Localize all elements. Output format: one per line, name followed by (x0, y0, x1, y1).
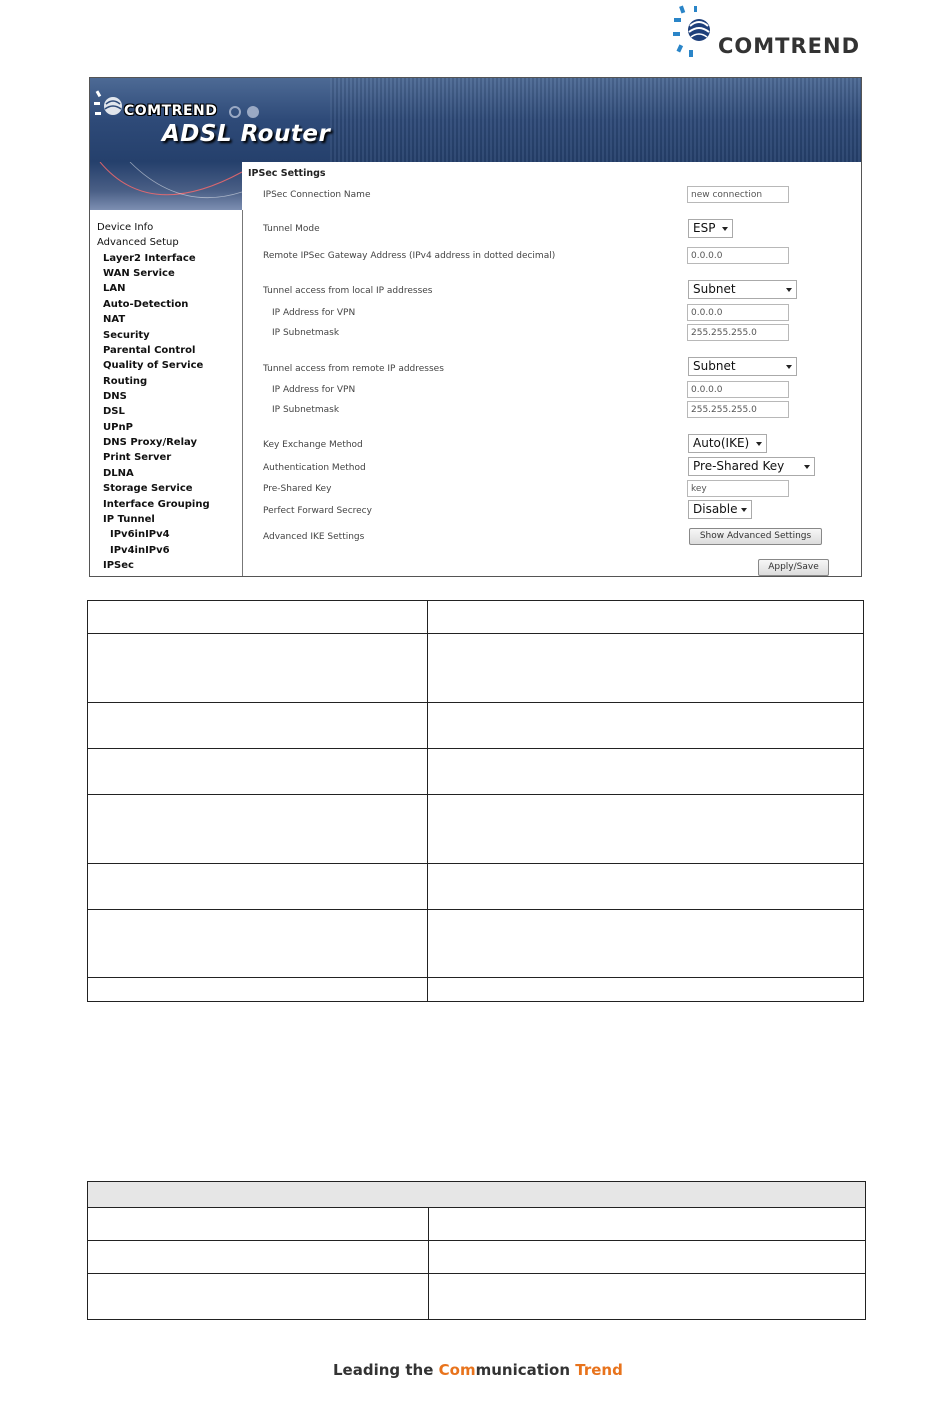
nav-parental-control[interactable]: Parental Control (103, 345, 196, 356)
remote-mask-input[interactable]: 255.255.255.0 (687, 401, 789, 418)
tunnel-mode-value: ESP (693, 221, 716, 235)
nav-dlna[interactable]: DLNA (103, 468, 134, 479)
nav-quality-of-service[interactable]: Quality of Service (103, 360, 204, 371)
table-header-row (88, 1182, 866, 1208)
nav-auto-detection[interactable]: Auto-Detection (103, 299, 189, 310)
nav-security[interactable]: Security (103, 330, 150, 341)
adv-ike-label: Advanced IKE Settings (263, 532, 365, 542)
sidebar-nav (90, 210, 243, 577)
auth-method-value: Pre-Shared Key (693, 459, 785, 473)
nav-layer2-interface[interactable]: Layer2 Interface (103, 253, 196, 264)
key-exchange-select[interactable] (688, 434, 767, 453)
pfs-label: Perfect Forward Secrecy (263, 506, 372, 516)
pfs-value: Disable (693, 502, 738, 516)
key-exchange-value: Auto(IKE) (693, 436, 750, 450)
section-title: IPSec Settings (248, 168, 326, 179)
local-access-value: Subnet (693, 282, 736, 296)
table-row (88, 1274, 866, 1320)
secondary-table (87, 1181, 866, 1320)
router-header (90, 78, 861, 162)
tagline-highlight: Com (438, 1361, 476, 1379)
nav-wan-service[interactable]: WAN Service (103, 268, 175, 279)
nav-storage-service[interactable]: Storage Service (103, 483, 193, 494)
table-row (88, 1208, 866, 1241)
local-mask-label: IP Subnetmask (272, 328, 340, 338)
comtrend-logo-text: COMTREND (718, 34, 861, 58)
ipsec-settings-panel (244, 162, 861, 577)
table-row (88, 795, 864, 864)
table-row (88, 864, 864, 910)
auth-method-select[interactable] (688, 457, 815, 476)
table-row (88, 1241, 866, 1274)
header-ring-icon (229, 106, 241, 118)
remote-gateway-label: Remote IPSec Gateway Address (IPv4 address in dotted decimal) (263, 251, 556, 261)
footer-tagline (333, 1361, 623, 1383)
tagline-part: munication (475, 1361, 576, 1379)
table-row (88, 749, 864, 795)
nav-device-info[interactable]: Device Info (97, 222, 154, 233)
chevron-down-icon (804, 465, 810, 469)
table-row (88, 978, 864, 1002)
auth-method-label: Authentication Method (263, 463, 366, 473)
local-mask-input[interactable]: 255.255.255.0 (687, 324, 789, 341)
remote-ip-input[interactable]: 0.0.0.0 (687, 381, 789, 398)
remote-access-select[interactable] (688, 357, 797, 376)
comtrend-logo (672, 4, 862, 58)
nav-lan[interactable]: LAN (103, 283, 126, 294)
local-ip-label: IP Address for VPN (272, 308, 356, 318)
nav-ip-tunnel[interactable]: IP Tunnel (103, 514, 155, 525)
connection-name-input[interactable]: new connection (687, 186, 789, 203)
psk-input[interactable]: key (687, 480, 789, 497)
comtrend-globe-icon (672, 4, 718, 58)
table-row (88, 601, 864, 634)
remote-access-label: Tunnel access from remote IP addresses (263, 364, 444, 374)
remote-ip-label: IP Address for VPN (272, 385, 356, 395)
chevron-down-icon (786, 288, 792, 292)
nav-dns[interactable]: DNS (103, 391, 127, 402)
local-access-select[interactable] (688, 280, 797, 299)
chevron-down-icon (756, 442, 762, 446)
chevron-down-icon (786, 365, 792, 369)
nav-interface-grouping[interactable]: Interface Grouping (103, 499, 210, 510)
nav-advanced-setup[interactable]: Advanced Setup (97, 237, 179, 248)
key-exchange-label: Key Exchange Method (263, 440, 363, 450)
tagline-part: Leading the (333, 1361, 439, 1379)
table-row (88, 910, 864, 978)
nav-dns-proxy-relay[interactable]: DNS Proxy/Relay (103, 437, 197, 448)
tunnel-mode-label: Tunnel Mode (263, 224, 320, 234)
header-dot-icon (247, 106, 259, 118)
chevron-down-icon (722, 227, 728, 231)
nav-dsl[interactable]: DSL (103, 406, 125, 417)
router-brand: COMTREND (124, 103, 218, 119)
connection-name-label: IPSec Connection Name (263, 190, 371, 200)
show-advanced-button[interactable]: Show Advanced Settings (689, 528, 822, 545)
tunnel-mode-select[interactable] (688, 219, 733, 238)
header-art (90, 162, 242, 210)
remote-access-value: Subnet (693, 359, 736, 373)
local-ip-input[interactable]: 0.0.0.0 (687, 304, 789, 321)
swoosh-graphic (90, 162, 242, 210)
header-stripes (330, 78, 861, 162)
nav-ipsec[interactable]: IPSec (103, 560, 134, 571)
nav-ipv6inipv4[interactable]: IPv6inIPv4 (110, 529, 170, 540)
nav-ipv4inipv6[interactable]: IPv4inIPv6 (110, 545, 170, 556)
nav-nat[interactable]: NAT (103, 314, 126, 325)
pfs-select[interactable] (688, 500, 752, 519)
remote-gateway-input[interactable]: 0.0.0.0 (687, 247, 789, 264)
chevron-down-icon (741, 508, 747, 512)
local-access-label: Tunnel access from local IP addresses (263, 286, 433, 296)
router-product-title: ADSL Router (162, 121, 331, 147)
table-row (88, 634, 864, 703)
settings-description-table (87, 600, 864, 1002)
router-screenshot (89, 77, 862, 577)
tagline-highlight: Trend (575, 1361, 623, 1379)
nav-routing[interactable]: Routing (103, 376, 148, 387)
nav-print-server[interactable]: Print Server (103, 452, 172, 463)
remote-mask-label: IP Subnetmask (272, 405, 340, 415)
apply-save-button[interactable]: Apply/Save (758, 559, 829, 576)
nav-upnp[interactable]: UPnP (103, 422, 133, 433)
psk-label: Pre-Shared Key (263, 484, 332, 494)
table-row (88, 703, 864, 749)
